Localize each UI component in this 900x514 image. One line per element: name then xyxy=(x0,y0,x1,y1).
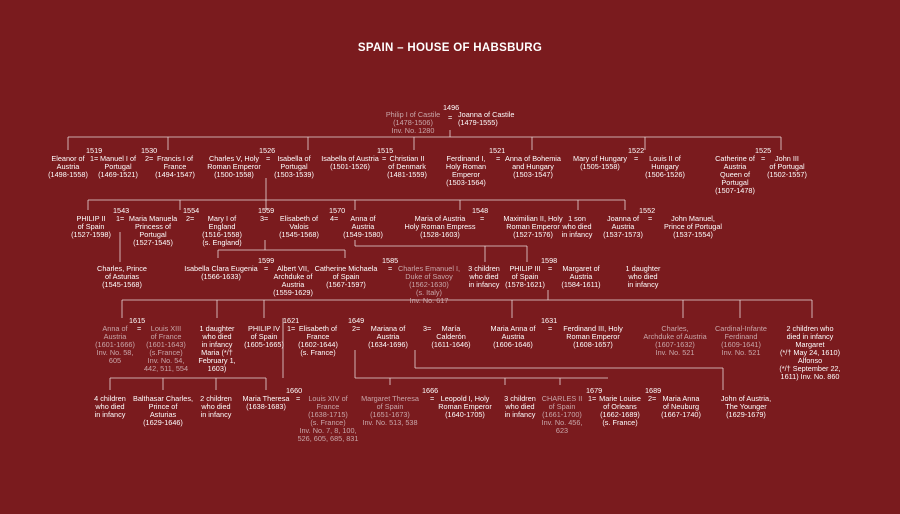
person-manuel-i: Manuel I of Portugal (1469-1521) xyxy=(98,154,138,179)
person-maria-calderon: María Calderón (1611-1646) xyxy=(431,324,471,349)
person-elisabeth-france: Elisabeth of France (1602-1644) (s. France) xyxy=(298,324,338,357)
person-philip-i: Philip I of Castile (1478-1506) Inv. No. 1280 xyxy=(385,110,441,135)
person-philip-iii: PHILIP III of Spain (1578-1621) xyxy=(505,264,545,289)
person-leopold-i: Leopold I, Holy Roman Emperor (1640-1705) xyxy=(438,394,492,419)
marriage-mark: = xyxy=(634,154,639,163)
person-daughter-infancy-1: 1 daughter who died in infancy xyxy=(625,264,661,289)
person-joanna-austria: Joanna of Austria (1537-1573) xyxy=(603,214,643,239)
diagram-title: SPAIN – HOUSE OF HABSBURG xyxy=(357,42,543,54)
line-charles-v xyxy=(88,178,625,210)
person-john-manuel: John Manuel, Prince of Portugal (1537-1554) xyxy=(663,214,723,239)
person-mariana-austria: Mariana of Austria (1634-1696) xyxy=(368,324,408,349)
marriage-year: 1559 xyxy=(258,206,275,215)
marriage-mark: = xyxy=(496,154,501,163)
person-anna-austria-2: Anna of Austria (1601-1666) Inv. No. 58, 605 xyxy=(95,324,135,365)
person-anna-bohemia: Anna of Bohemia and Hungary (1503-1547) xyxy=(505,154,561,179)
marriage-year: 1598 xyxy=(541,256,558,265)
marriage-mark: 2= xyxy=(145,154,154,163)
marriage-mark: 3= xyxy=(423,324,432,333)
marriage-year: 1621 xyxy=(283,316,300,325)
person-charles-emanuel: Charles Emanuel I, Duke of Savoy (1562-1630) (s. Italy) Inv. No. 617 xyxy=(397,264,461,305)
marriage-mark: 2= xyxy=(352,324,361,333)
person-louis-xiii: Louis XIII of France (1601-1643) (s.France) Inv. No. 54, 442, 511, 554 xyxy=(143,324,189,373)
marriage-mark: = xyxy=(388,264,393,273)
person-charles-v: Charles V, Holy Roman Emperor (1500-1558) xyxy=(207,154,261,179)
marriage-year: 1631 xyxy=(541,316,558,325)
person-son-infancy: 1 son who died in infancy xyxy=(561,214,593,239)
person-joanna: Joanna of Castile (1479-1555) xyxy=(458,110,515,127)
person-marie-louise: Marie Louise of Orleans (1662-1689) (s. France) xyxy=(599,394,641,427)
person-mary-hungary: Mary of Hungary (1505-1558) xyxy=(573,154,627,171)
line-philip-iv-b xyxy=(355,350,608,385)
marriage-mark: 3= xyxy=(260,214,269,223)
person-elisabeth-valois: Elisabeth of Valois (1545-1568) xyxy=(279,214,319,239)
person-daughter-infancy-2: 1 daughter who died in infancy Maria (*/† February 1, 1603) xyxy=(198,324,236,373)
marriage-year: 1649 xyxy=(348,316,365,325)
person-anna-austria-1: Anna of Austria (1549-1580) xyxy=(343,214,383,239)
marriage-mark: = xyxy=(548,264,553,273)
marriage-year: 1554 xyxy=(183,206,200,215)
marriage-mark: = xyxy=(430,394,435,403)
person-balthasar: Balthasar Charles, Prince of Asturias (1629-1646) xyxy=(132,394,194,427)
person-christian-ii: Christian II of Denmark (1481-1559) xyxy=(387,154,427,179)
marriage-mark: = xyxy=(382,154,387,163)
person-charles-asturias: Charles, Prince of Asturias (1545-1568) xyxy=(97,264,147,289)
person-maria-anna-austria: Maria Anna of Austria (1606-1646) xyxy=(490,324,536,349)
marriage-year: 1530 xyxy=(141,146,158,155)
line-philip-iii xyxy=(122,290,812,318)
line-philip-ii-c xyxy=(355,240,527,262)
marriage-mark: 1= xyxy=(116,214,125,223)
person-john-austria: John of Austria, The Younger (1629-1679) xyxy=(720,394,772,419)
marriage-year: 1689 xyxy=(645,386,662,395)
marriage-year: 1615 xyxy=(129,316,146,325)
person-three-children-infancy: 3 children who died in infancy xyxy=(468,264,500,289)
person-margaret-austria: Margaret of Austria (1584-1611) xyxy=(561,264,601,289)
marriage-year: 1679 xyxy=(586,386,603,395)
person-catherine-austria: Catherine of Austria Queen of Portugal (1507-1478) xyxy=(715,154,755,195)
marriage-mark: 1= xyxy=(287,324,296,333)
marriage-year: 1585 xyxy=(382,256,399,265)
marriage-year: 1496 xyxy=(443,103,460,112)
marriage-mark: 1= xyxy=(588,394,597,403)
person-catherine-michaela: Catherine Michaela of Spain (1567-1597) xyxy=(314,264,378,289)
person-margaret-theresa: Margaret Theresa of Spain (1651-1673) Inv. No. 513, 538 xyxy=(361,394,419,427)
person-two-children-margaret: 2 children who died in infancy Margaret (*/† May 24, 1610) Alfonso (*/† September 22, 1611) Inv. No. 860 xyxy=(779,324,841,381)
person-john-iii: John III of Portugal (1502-1557) xyxy=(767,154,807,179)
person-francis-i: Francis I of France (1494-1547) xyxy=(155,154,195,179)
marriage-mark: 1= xyxy=(90,154,99,163)
marriage-mark: = xyxy=(296,394,301,403)
marriage-mark: = xyxy=(648,214,653,223)
marriage-mark: = xyxy=(266,154,271,163)
marriage-year: 1552 xyxy=(639,206,656,215)
marriage-mark: 2= xyxy=(186,214,195,223)
marriage-mark: = xyxy=(264,264,269,273)
marriage-mark: = xyxy=(761,154,766,163)
person-isabella-portugal: Isabella of Portugal (1503-1539) xyxy=(274,154,314,179)
marriage-year: 1570 xyxy=(329,206,346,215)
marriage-year: 1522 xyxy=(628,146,645,155)
marriage-mark: 4= xyxy=(330,214,339,223)
marriage-year: 1526 xyxy=(259,146,276,155)
person-charles-ii: CHARLES II of Spain (1661-1700) Inv. No. 456, 623 xyxy=(541,394,583,435)
person-albert-vii: Albert VII, Archduke of Austria (1559-1629) xyxy=(273,264,313,297)
marriage-mark: = xyxy=(548,324,553,333)
marriage-year: 1543 xyxy=(113,206,130,215)
person-cardinal-ferdinand: Cardinal-Infante Ferdinand (1609-1641) Inv. No. 521 xyxy=(715,324,767,357)
person-three-children-2: 3 children who died in infancy xyxy=(504,394,536,419)
person-four-children: 4 children who died in infancy xyxy=(94,394,126,419)
marriage-year: 1599 xyxy=(258,256,275,265)
marriage-year: 1525 xyxy=(755,146,772,155)
person-mary-england: Mary I of England (1516-1558) (s. England) xyxy=(202,214,242,247)
person-maria-austria: Maria of Austria Holy Roman Empress (1528-1603) xyxy=(404,214,476,239)
person-isabella-clara: Isabella Clara Eugenia (1566-1633) xyxy=(184,264,258,281)
marriage-year: 1660 xyxy=(286,386,303,395)
person-louis-xiv: Louis XIV of France (1638-1715) (s. France) Inv. No. 7, 8, 100, 526, 605, 685, 831 xyxy=(297,394,359,443)
person-louis-ii: Louis II of Hungary (1506-1526) xyxy=(645,154,685,179)
marriage-mark: = xyxy=(448,113,453,122)
marriage-year: 1548 xyxy=(472,206,489,215)
marriage-mark: 2= xyxy=(648,394,657,403)
marriage-year: 1519 xyxy=(86,146,103,155)
marriage-mark: = xyxy=(137,324,142,333)
person-maria-theresa: Maria Theresa (1638-1683) xyxy=(242,394,290,411)
person-eleanor: Eleanor of Austria (1498-1558) xyxy=(48,154,88,179)
person-maria-manuela: Maria Manuela Princess of Portugal (1527-1545) xyxy=(128,214,178,247)
person-philip-ii: PHILIP II of Spain (1527-1598) xyxy=(71,214,111,239)
person-philip-iv: PHILIP IV of Spain (1605-1665) xyxy=(244,324,284,349)
marriage-year: 1521 xyxy=(489,146,506,155)
person-two-children-infancy: 2 children who died in infancy xyxy=(200,394,232,419)
marriage-year: 1515 xyxy=(377,146,394,155)
person-isabella-austria: Isabella of Austria (1501-1526) xyxy=(321,154,379,171)
marriage-year: 1666 xyxy=(422,386,439,395)
marriage-mark: = xyxy=(480,214,485,223)
person-charles-archduke: Charles, Archduke of Austria (1607-1632) Inv. No. 521 xyxy=(643,324,707,357)
person-maria-anna-neuburg: Maria Anna of Neuburg (1667-1740) xyxy=(661,394,701,419)
person-maximilian-ii: Maximilian II, Holy Roman Emperor (1527-1576) xyxy=(503,214,563,239)
person-ferdinand-i: Ferdinand I, Holy Roman Emperor (1503-1564) xyxy=(445,154,487,187)
person-ferdinand-iii: Ferdinand III, Holy Roman Emperor (1608-1657) xyxy=(563,324,623,349)
